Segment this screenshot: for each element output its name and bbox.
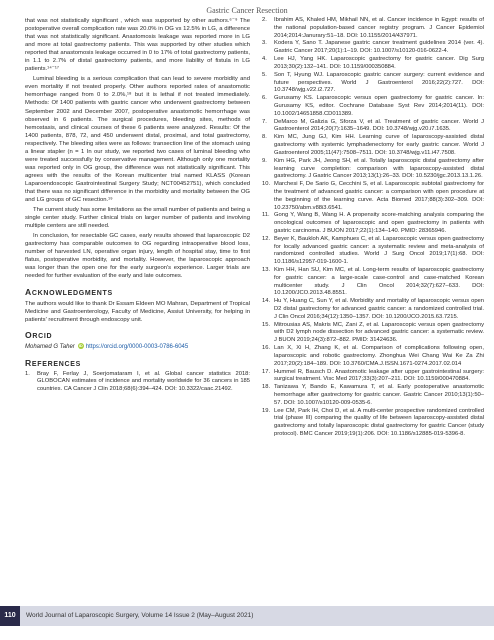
acknowledgments-text: The authors would like to thank Dr Essam Eldeen MO Mahran, Department of Tropical Medicine and Gastroenterology, Faculty of Medicine, Assiut University, for helping in patients' recruitment through endoscopy unit. — [25, 300, 250, 323]
reference-item — [262, 384, 484, 407]
reference-number: 5. — [262, 71, 267, 78]
reference-text: Lan X, Xi H, Zhang K, et al. Comparison of complications following open, laparoscopic and robotic gastrectomy. Zhonghua Wei Chang Wai Ke Za Zhi 2017;20(2):184–189. DOI: 10.3760/CMA.J.ISSN.1671-0274.2017.02.014 — [274, 345, 484, 367]
reference-number: 8. — [262, 134, 267, 141]
reference-text: Mitrousias AS, Makris MC, Zani Z, et al. Laparoscopic versus open gastrectomy with D2 lymph node dissection for advanced gastric cancer: a systematic review. J BUON 2019;24(3):872–882. PMID: 31424636. — [274, 321, 484, 344]
heading-rest: CKNOWLEDGMENTS — [31, 289, 113, 297]
orcid-heading — [25, 330, 250, 340]
right-column — [262, 17, 484, 439]
body-paragraph: Luminal bleeding is a serious complication that can lead to severe morbidity and even mortality if not treated properly. Other authors reported rates of anastomotic hemorrhage ranged from 0 to 2.0%,¹⁸ but it is lethal if not treated immediately. Methods: Of 1400 patients with gastric cancer who underwent gastrectomy between September 2002 and December 2007, postoperative anastomotic hemorrhage was observed in 6 patients. The surgical procedures, bleeding sites, methods of hemostasis, and clinical courses of these 6 patients were analyzed. Results: Of the 1400 patients, 878, 72, and 450 underwent distal, proximal, and total gastrectomy, respectively. The bleeding sites were as follows: transection line of the stomach using a linear stapler (n = 1 In our study, we reported two cases of luminal bleeding who were treated successfully by conservative management. Although only one mortality was reported only in OG group, the difference was not statistically significant. This agrees with the results of the Korean multicenter trial named KLASS (Korean Laparoendoscopic Gastrointestinal Surgery Study; NCT00452751), which concluded that there was no significant difference in the morbidity and mortality between the OG and LG groups of GC resection.¹⁹ — [25, 76, 250, 204]
reference-text: Lee HJ, Yang HK. Laparoscopic gastrectomy for gastric cancer. Dig Surg 2013;30(2):132–141. DOI: 10.1159/000350884. — [274, 56, 484, 70]
reference-text: Lee CM, Park IH, Choi D, et al. A multi-center prospective randomized controlled trial (phase III) comparing the quality of life between laparoscopy-assisted distal gastrectomy and totally laparoscopic distal gastrectomy for gastric Cancer (study protocol). BMC Cancer 2019;19(1):206. DOI: 10.1186/s12885-019-5396-8. — [274, 407, 484, 437]
reference-number: 15. — [262, 321, 271, 328]
journal-citation: World Journal of Laparoscopic Surgery, Volume 14 Issue 2 (May–August 2021) — [26, 612, 254, 619]
reference-item — [262, 267, 484, 298]
page-number: 110 — [0, 606, 20, 626]
reference-number: 7. — [262, 118, 267, 125]
reference-item — [262, 212, 484, 235]
reference-number: 2. — [262, 17, 267, 23]
orcid-icon: iD — [78, 343, 83, 349]
reference-item — [262, 322, 484, 345]
reference-item — [262, 17, 484, 40]
reference-text: Ibrahim AS, Khaled HM, Mikhail NN, et al. Cancer incidence in Egypt: results of the national population-based cancer registry program. J Cancer Epidemiol 2014;2014:Janurary:51–18. DOI: 10.1155/2014/437971. — [274, 17, 484, 39]
reference-item — [262, 408, 484, 439]
reference-list — [262, 17, 484, 439]
reference-text: Kim HH, Han SU, Kim MC, et al. Long-term results of laparoscopic gastrectomy for gastric cancer: a large-scale case-control and case-matched Korean multicenter study. J Clin Oncol 2014;32(7):627–633. DOI: 10.1200/JCO.2013.48.8551. — [274, 267, 484, 297]
reference-text: Beyer K, Baukloh AK, Kamphues C, et al. Laparoscopic versus open gastrectomy for locally advanced gastric cancer: a systematic review and meta-analysis of randomized controlled studies. World J Surg Oncol 2019;17(1):68. DOI: 10.1186/s12957-019-1600-1. — [274, 235, 484, 266]
reference-text: Kim HG, Park JH, Jeong SH, et al. Totally laparoscopic distal gastrectomy after learning curve completion: comparison with laparoscopy-assisted distal gastrectomy. J Gastric Cancer 2013;13(1):26–33. DOI: 10.5230/jgc.2013.13.1.26. — [274, 157, 484, 180]
reference-text: Kim MC, Jung GJ, Kim HH. Learning curve of laparoscopy-assisted distal gastrectomy with systemic lymphadenectomy for early gastric cancer. World J Gastroenterol 2005;11(47):7508–7511. DOI: 10.3748/wjg.v11.i47.7508. — [274, 134, 484, 156]
reference-text: Tanizawa Y, Bando E, Kawamura T, et al. Early postoperative anastomotic hemorrhage after gastrectomy for gastric cancer. Gastric Cancer 2010;13(1):50–57. DOI: 10.1007/s10120-009-0535-6. — [274, 384, 484, 406]
reference-item — [262, 95, 484, 118]
reference-item — [262, 236, 484, 267]
orcid-entry — [25, 343, 250, 352]
reference-text: Gong Y, Wang B, Wang H. A propensity score-matching analysis comparing the oncological outcomes of laparoscopic and open gastrectomy in patients with gastric carcinoma. J BUON 2017;22(1):134–140. PMID: 28365946. — [274, 212, 484, 234]
reference-number: 4. — [262, 56, 267, 63]
body-paragraph: In conclusion, for resectable GC cases, early results showed that laparoscopic D2 gastrectomy has comparable outcomes to OG regarding intraoperative blood loss, number of harvested LN, operative organ injury, length of hospital stay, time to first flatus, postoperative morbidity, and mortality. However, the laparoscopic approach was longer than the open one for the early surgeon's experience. Larger trials are needed for further evaluation of the early and late outcomes. — [25, 233, 250, 280]
reference-text: Hu Y, Huang C, Sun Y, et al. Morbidity and mortality of laparoscopic versus open D2 distal gastrectomy for advanced gastric cancer: a randomized controlled trial. J Clin Oncol 2016;34(12):1350–1357. DOI: 10.1200/JCO.2015.63.7215. — [274, 298, 484, 320]
reference-item — [262, 72, 484, 95]
orcid-author-name: Mohamed G Taher — [25, 343, 75, 350]
reference-item — [262, 134, 484, 157]
orcid-link[interactable]: https://orcid.org/0000-0003-0786-6045 — [85, 343, 189, 350]
reference-text: Hummel R, Bausch D. Anastomotic leakage after upper gastrointestinal surgery: surgical treatment. Visc Med 2017;33(3):207–211. DOI: 10.1159/000470884. — [274, 368, 484, 383]
body-paragraph: The current study has some limitations as the small number of patients and being a single center study. Further clinical trials on larger number of patients and involving multiple centers are still needed. — [25, 207, 250, 230]
heading-rest: EFERENCES — [31, 360, 81, 368]
reference-item — [262, 345, 484, 368]
reference-item — [262, 40, 484, 56]
reference-text: Marchesi F, De Sario G, Cecchini S, et al. Laparoscopic subtotal gastrectomy for the treatment of advanced gastric cancer: a comparison with open procedure at the beginning of the learning curve. Acta Biomed 2017;88(3):302–309. DOI: 10.23750/abm.v88i3.6541. — [274, 181, 484, 211]
reference-list — [25, 371, 250, 394]
reference-item — [262, 369, 484, 385]
body-paragraph: that was not statistically significant , which was supported by other authors.⁶⁻⁹ The postoperative overall complication rate was 20.0% in OG vs 12.5% in LG, a difference that was not statistically significant. Anastomosis leakage was reported more in LG and more at total gastrectomy patients. This was supported by other studies which reported that anastomosis leakage occurred in 0 to 17% of total gastrectomy patients, in 1.1 to 2.7% of distal gastrectomy patients, and more liability of fistula in LG patients.¹⁴⁻¹⁷ — [25, 18, 250, 73]
running-head: Gastric Cancer Resection — [206, 6, 288, 15]
reference-number: 13. — [262, 267, 271, 274]
reference-number: 16. — [262, 345, 271, 352]
acknowledgments-heading — [25, 287, 250, 297]
reference-text: DeMarco M, Galizia G, Sforza V, et al. Treatment of gastric cancer. World J Gastroenterol 2014;20(7):1635–1649. DOI: 10.3748/wjg.v20.i7.1635. — [274, 118, 484, 133]
reference-number: 9. — [262, 157, 267, 164]
reference-number: 19. — [262, 407, 271, 414]
reference-number: 6. — [262, 95, 267, 102]
heading-initial: R — [25, 357, 32, 368]
reference-text: Kodera Y, Sano T. Japanese gastric cancer treatment guidelines 2014 (ver. 4). Gastric Cancer 2017;20(1):1–19. DOI: 10.1007/s10120-016-0622-4. — [274, 40, 484, 55]
reference-item — [262, 158, 484, 181]
reference-item — [262, 56, 484, 72]
reference-number: 18. — [262, 384, 271, 391]
left-column — [25, 17, 250, 394]
references-heading — [25, 358, 250, 368]
reference-item — [262, 119, 484, 135]
reference-number: 14. — [262, 298, 271, 305]
heading-initial: O — [25, 329, 33, 340]
reference-number: 10. — [262, 181, 271, 188]
reference-text: Bray F, Ferlay J, Soerjomataram I, et al. Global cancer statistics 2018: GLOBOCAN estimates of incidence and mortality worldwide for 36 cancers in 185 countries. CA Cancer J Clin 2018;68(6):394–424. DOI: 10.3322/caac.21492. — [37, 370, 250, 393]
reference-number: 17. — [262, 368, 271, 375]
reference-text: Gurusamy KS. Laparoscopic versus open gastrectomy for gastric cancer. In: Gurusamy KS, editor. Cochrane Database Syst Rev 2014;2014(11). DOI: 10.1002/14651858.CD011389. — [274, 95, 484, 117]
reference-item — [262, 298, 484, 321]
reference-item — [25, 371, 250, 394]
heading-rest: RCID — [32, 332, 53, 340]
heading-initial: A — [25, 286, 32, 297]
reference-number: 11. — [262, 212, 270, 219]
reference-number: 1. — [25, 370, 30, 377]
reference-text: Son T, Hyung WJ. Laparoscopic gastric cancer surgery: current evidence and future perspectives. World J Gastroenterol 2016;22(2):727. DOI: 10.3748/wjg.v22.i2.727. — [274, 71, 484, 94]
reference-number: 12. — [262, 235, 271, 242]
reference-number: 3. — [262, 40, 267, 47]
reference-item — [262, 181, 484, 212]
